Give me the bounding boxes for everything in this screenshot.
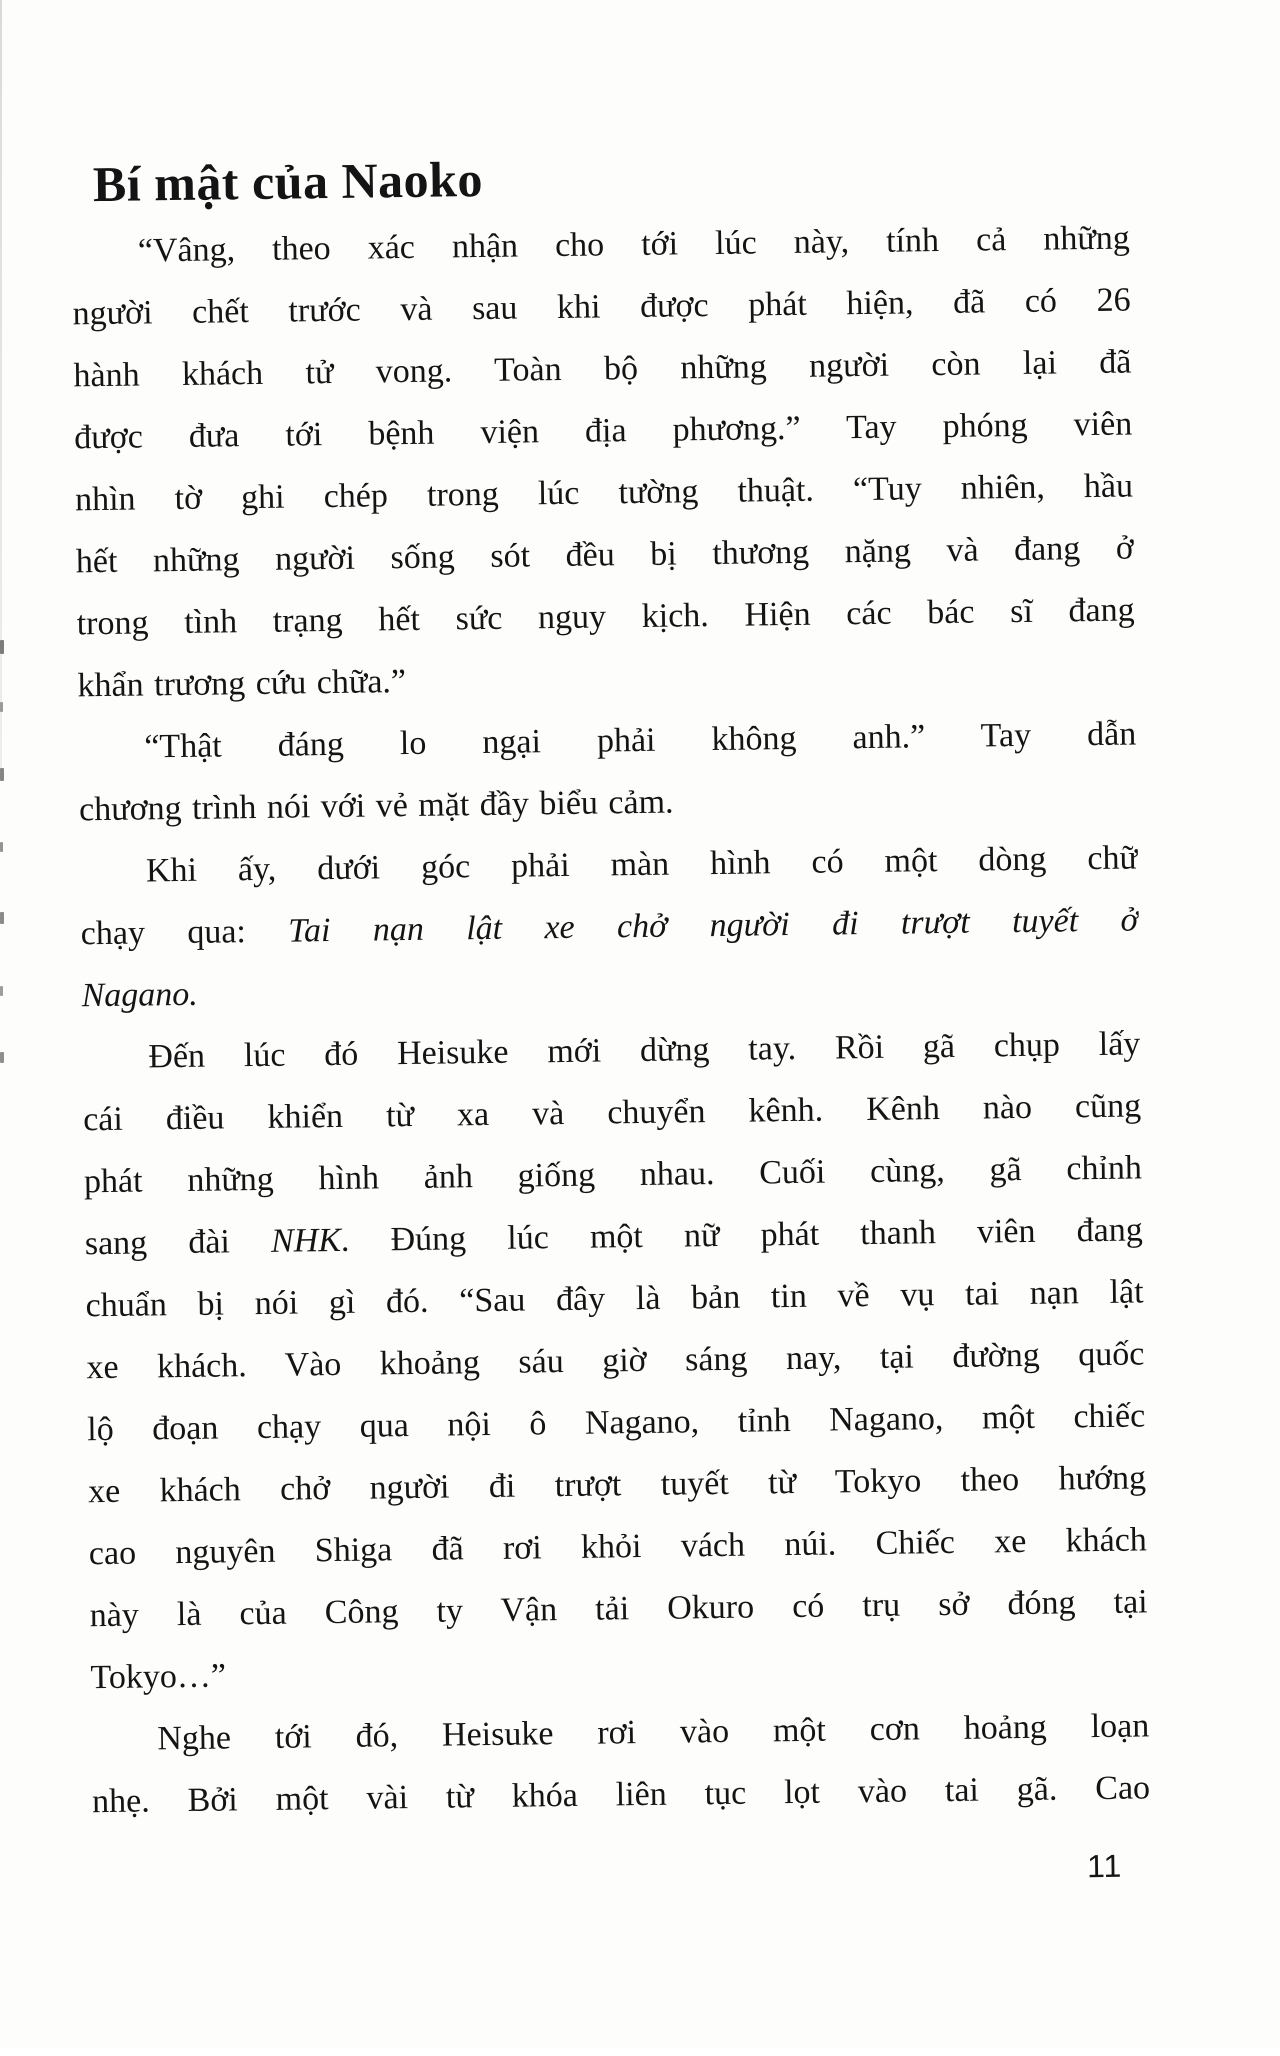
italic-run: Nagano. <box>81 975 199 1015</box>
text-run: cái điều khiển từ xa và chuyển kênh. Kênh nào cũng <box>82 1087 1142 1139</box>
italic-run: NHK <box>270 1221 342 1260</box>
text-run: chương trình nói với vẻ mặt đầy biểu cảm. <box>78 783 674 829</box>
text-line <box>92 1757 1151 1833</box>
text-run: lộ đoạn chạy qua nội ô Nagano, tỉnh Nagano, một chiếc <box>87 1397 1146 1449</box>
text-run: phát những hình ảnh giống nhau. Cuối cùng, gã chỉnh <box>83 1149 1143 1201</box>
paragraph <box>91 1695 1151 1833</box>
text-run: Nghe tới đó, Heisuke rơi vào một cơn hoảng loạn <box>157 1707 1150 1758</box>
text-run: xe khách chở người đi trượt tuyết từ Tokyo theo hướng <box>87 1459 1147 1511</box>
text-run: hết những người sống sót đều bị thương nặng và đang ở <box>75 529 1135 581</box>
text-run: nhìn tờ ghi chép trong lúc tường thuật. “Tuy nhiên, hầu <box>74 467 1134 519</box>
text-run: “Thật đáng lo ngại phải không anh.” Tay dẫn <box>144 715 1137 766</box>
text-run: sang đài <box>84 1222 272 1263</box>
paragraph <box>80 827 1140 1027</box>
text-run: người chết trước và sau khi được phát hiện, đã có 26 <box>72 281 1131 333</box>
text-run: hành khách tử vong. Toàn bộ những người còn lại đã <box>73 343 1132 395</box>
text-run: nhẹ. Bởi một vài từ khóa liên tục lọt vào tai gã. Cao <box>91 1769 1151 1821</box>
paragraph <box>78 703 1138 841</box>
body-text <box>71 208 1150 1834</box>
text-run: khẩn trương cứu chữa.” <box>77 663 407 705</box>
text-run: . Đúng lúc một nữ phát thanh viên đang <box>340 1211 1143 1259</box>
paragraph <box>71 208 1135 718</box>
text-run: chạy qua: <box>80 912 289 953</box>
text-run: được đưa tới bệnh viện địa phương.” Tay phóng viên <box>74 405 1133 457</box>
text-run: Đến lúc đó Heisuke mới dừng tay. Rồi gã chụp lấy <box>148 1025 1141 1076</box>
text-run: trong tình trạng hết sức nguy kịch. Hiện các bác sĩ đang <box>76 591 1135 643</box>
text-run: xe khách. Vào khoảng sáu giờ sáng nay, tại đường quốc <box>86 1335 1145 1387</box>
page-number: 11 <box>1086 1847 1123 1885</box>
chapter-title: Bí mật của Naoko <box>92 150 484 212</box>
text-run: “Vâng, theo xác nhận cho tới lúc này, tính cả những <box>137 219 1130 270</box>
text-run: cao nguyên Shiga đã rơi khỏi vách núi. Chiếc xe khách <box>88 1521 1148 1573</box>
text-run: Tokyo…” <box>90 1657 227 1697</box>
paragraph <box>82 1013 1149 1709</box>
text-run: này là của Công ty Vận tải Okuro có trụ sở đóng tại <box>89 1583 1148 1635</box>
text-run: Khi ấy, dưới góc phải màn hình có một dòng chữ <box>145 839 1139 890</box>
text-run: chuẩn bị nói gì đó. “Sau đây là bản tin về vụ tai nạn lật <box>85 1273 1144 1325</box>
italic-run: Tai nạn lật xe chở người đi trượt tuyết ở <box>287 901 1139 950</box>
